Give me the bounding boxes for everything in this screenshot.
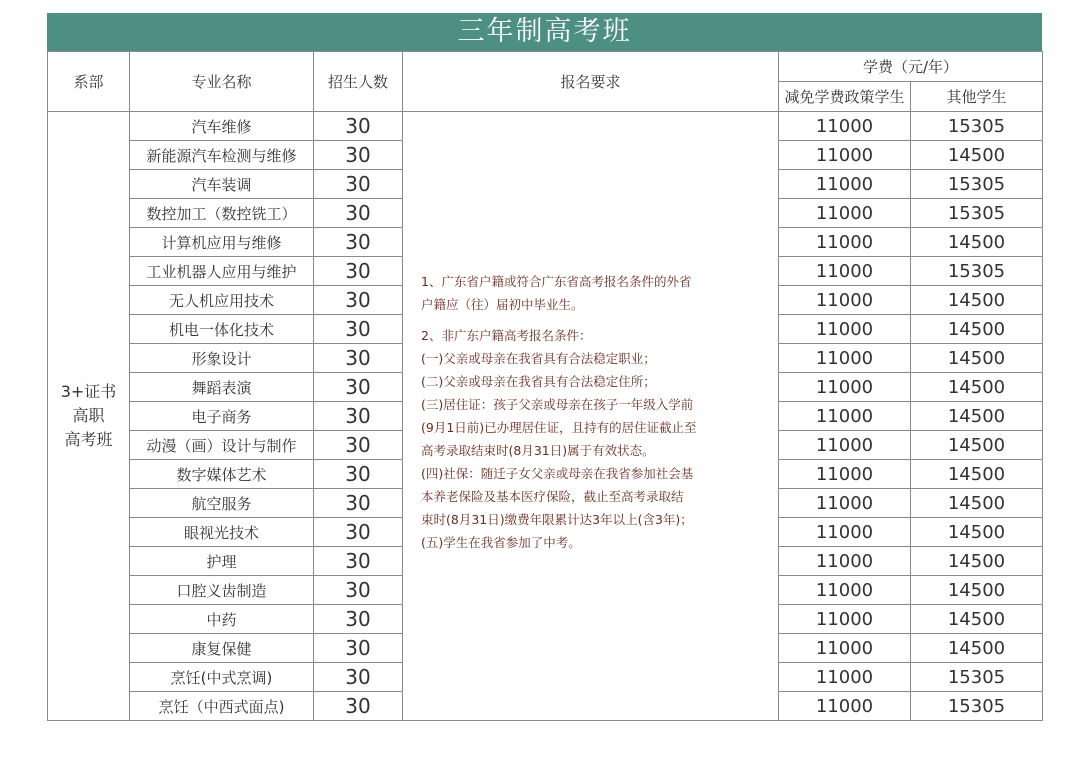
enrollment-count-cell: 30 [314, 576, 403, 605]
header-enrollment: 招生人数 [314, 52, 403, 112]
requirements-line: (三)居住证：孩子父亲或母亲在孩子一年级入学前 [421, 397, 694, 412]
fee-other-cell: 14500 [911, 431, 1043, 460]
requirements-line: (二)父亲或母亲在我省具有合法稳定住所； [421, 374, 656, 389]
requirements-line: (四)社保：随迁子女父亲或母亲在我省参加社会基 [421, 466, 694, 481]
requirements-paragraph [421, 324, 764, 554]
fee-other-cell: 14500 [911, 141, 1043, 170]
header-department: 系部 [48, 52, 130, 112]
major-name-cell: 航空服务 [130, 489, 314, 518]
enrollment-count-cell: 30 [314, 344, 403, 373]
fee-other-cell: 14500 [911, 228, 1043, 257]
major-name-cell: 烹饪(中式烹调) [130, 663, 314, 692]
requirements-line: (一)父亲或母亲在我省具有合法稳定职业； [421, 351, 656, 366]
major-name-cell: 舞蹈表演 [130, 373, 314, 402]
requirements-line: (9月1日前)已办理居住证，且持有的居住证截止至 [421, 420, 697, 435]
enrollment-count-cell: 30 [314, 402, 403, 431]
enrollment-count-cell: 30 [314, 170, 403, 199]
fee-exempt-cell: 11000 [779, 518, 911, 547]
table-row [48, 112, 1043, 141]
department-line: 3+证书 [60, 382, 117, 401]
requirements-paragraph [421, 270, 764, 316]
major-name-cell: 数控加工（数控铣工） [130, 199, 314, 228]
enrollment-count-cell: 30 [314, 518, 403, 547]
major-name-cell: 护理 [130, 547, 314, 576]
header-requirements: 报名要求 [403, 52, 779, 112]
fee-exempt-cell: 11000 [779, 431, 911, 460]
major-name-cell: 无人机应用技术 [130, 286, 314, 315]
department-line: 高职 [72, 406, 105, 425]
enrollment-count-cell: 30 [314, 257, 403, 286]
fee-exempt-cell: 11000 [779, 663, 911, 692]
fee-exempt-cell: 11000 [779, 605, 911, 634]
fee-exempt-cell: 11000 [779, 228, 911, 257]
major-name-cell: 中药 [130, 605, 314, 634]
major-name-cell: 机电一体化技术 [130, 315, 314, 344]
fee-exempt-cell: 11000 [779, 576, 911, 605]
fee-exempt-cell: 11000 [779, 402, 911, 431]
enrollment-count-cell: 30 [314, 663, 403, 692]
enrollment-table [47, 51, 1043, 721]
enrollment-count-cell: 30 [314, 141, 403, 170]
enrollment-count-cell: 30 [314, 315, 403, 344]
fee-other-cell: 14500 [911, 373, 1043, 402]
fee-exempt-cell: 11000 [779, 489, 911, 518]
department-cell [48, 112, 130, 721]
fee-other-cell: 15305 [911, 692, 1043, 721]
header-tuition-other: 其他学生 [911, 82, 1043, 112]
department-line: 高考班 [64, 430, 113, 449]
major-name-cell: 形象设计 [130, 344, 314, 373]
major-name-cell: 烹饪（中西式面点) [130, 692, 314, 721]
fee-exempt-cell: 11000 [779, 141, 911, 170]
fee-other-cell: 15305 [911, 170, 1043, 199]
fee-other-cell: 15305 [911, 257, 1043, 286]
fee-exempt-cell: 11000 [779, 547, 911, 576]
requirements-line: 本养老保险及基本医疗保险，截止至高考录取结 [421, 489, 684, 504]
fee-other-cell: 14500 [911, 402, 1043, 431]
fee-exempt-cell: 11000 [779, 170, 911, 199]
fee-exempt-cell: 11000 [779, 199, 911, 228]
fee-exempt-cell: 11000 [779, 692, 911, 721]
major-name-cell: 工业机器人应用与维护 [130, 257, 314, 286]
enrollment-sheet [47, 13, 1042, 721]
major-name-cell: 动漫（画）设计与制作 [130, 431, 314, 460]
fee-exempt-cell: 11000 [779, 257, 911, 286]
requirements-line: (五)学生在我省参加了中考。 [421, 535, 581, 550]
fee-exempt-cell: 11000 [779, 460, 911, 489]
requirements-line: 高考录取结束时(8月31日)属于有效状态。 [421, 443, 655, 458]
enrollment-count-cell: 30 [314, 605, 403, 634]
fee-other-cell: 14500 [911, 576, 1043, 605]
enrollment-count-cell: 30 [314, 228, 403, 257]
fee-other-cell: 14500 [911, 344, 1043, 373]
requirements-line: 户籍应（往）届初中毕业生。 [421, 297, 584, 312]
enrollment-count-cell: 30 [314, 199, 403, 228]
fee-other-cell: 14500 [911, 547, 1043, 576]
requirements-line: 2、非广东户籍高考报名条件： [421, 328, 592, 343]
enrollment-count-cell: 30 [314, 634, 403, 663]
header-major: 专业名称 [130, 52, 314, 112]
major-name-cell: 电子商务 [130, 402, 314, 431]
major-name-cell: 眼视光技术 [130, 518, 314, 547]
fee-exempt-cell: 11000 [779, 315, 911, 344]
fee-other-cell: 15305 [911, 199, 1043, 228]
major-name-cell: 汽车维修 [130, 112, 314, 141]
major-name-cell: 计算机应用与维修 [130, 228, 314, 257]
fee-exempt-cell: 11000 [779, 373, 911, 402]
fee-exempt-cell: 11000 [779, 344, 911, 373]
fee-other-cell: 14500 [911, 460, 1043, 489]
major-name-cell: 康复保健 [130, 634, 314, 663]
major-name-cell: 口腔义齿制造 [130, 576, 314, 605]
fee-exempt-cell: 11000 [779, 286, 911, 315]
major-name-cell: 数字媒体艺术 [130, 460, 314, 489]
enrollment-count-cell: 30 [314, 431, 403, 460]
enrollment-count-cell: 30 [314, 692, 403, 721]
fee-exempt-cell: 11000 [779, 112, 911, 141]
major-name-cell: 新能源汽车检测与维修 [130, 141, 314, 170]
requirements-line: 1、广东省户籍或符合广东省高考报名条件的外省 [421, 274, 692, 289]
enrollment-count-cell: 30 [314, 373, 403, 402]
fee-other-cell: 14500 [911, 634, 1043, 663]
major-name-cell: 汽车装调 [130, 170, 314, 199]
enrollment-count-cell: 30 [314, 460, 403, 489]
fee-other-cell: 15305 [911, 112, 1043, 141]
enrollment-count-cell: 30 [314, 286, 403, 315]
fee-other-cell: 14500 [911, 286, 1043, 315]
header-tuition: 学费（元/年） [779, 52, 1043, 82]
fee-other-cell: 15305 [911, 663, 1043, 692]
enrollment-count-cell: 30 [314, 112, 403, 141]
enrollment-count-cell: 30 [314, 547, 403, 576]
page-title: 三年制高考班 [47, 13, 1042, 51]
header-tuition-exempt: 减免学费政策学生 [779, 82, 911, 112]
fee-other-cell: 14500 [911, 518, 1043, 547]
enrollment-count-cell: 30 [314, 489, 403, 518]
requirements-cell [403, 112, 779, 721]
fee-other-cell: 14500 [911, 605, 1043, 634]
requirements-line: 束时(8月31日)缴费年限累计达3年以上(含3年)； [421, 512, 693, 527]
fee-other-cell: 14500 [911, 489, 1043, 518]
fee-exempt-cell: 11000 [779, 634, 911, 663]
fee-other-cell: 14500 [911, 315, 1043, 344]
